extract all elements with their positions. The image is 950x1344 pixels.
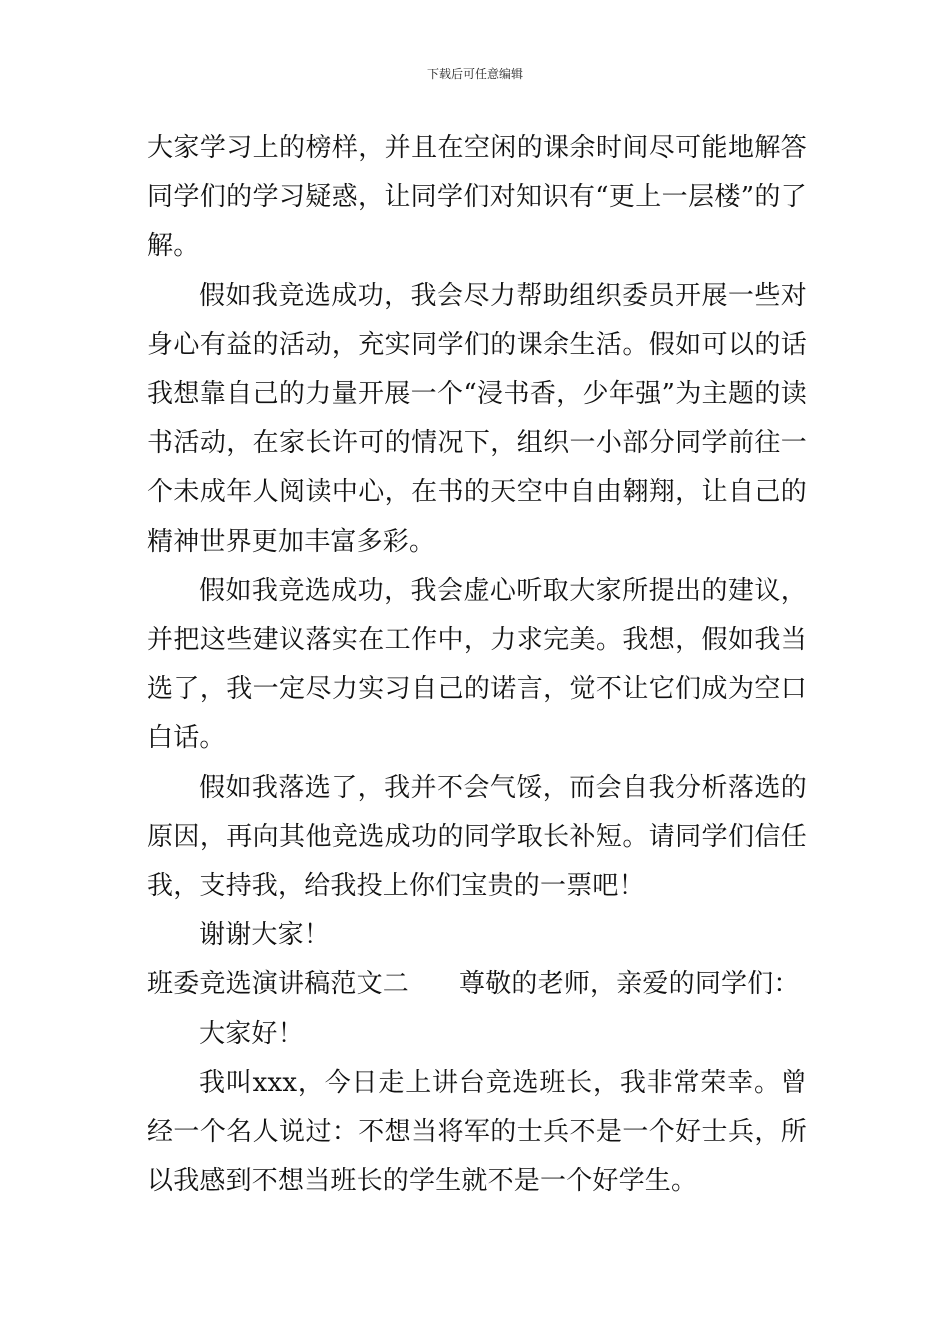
paragraph-6: 大家好！: [199, 1018, 304, 1049]
paragraph-1: 大家学习上的榜样，并且在空闲的课余时间尽可能地解答同学们的学习疑惑，让同学们对知识有“更上一层楼”的了解。: [147, 133, 807, 262]
paragraph-4: 假如我落选了，我并不会气馁，而会自我分析落选的原因，再向其他竞选成功的同学取长补短。请同学们信任我，支持我，给我投上你们宝贵的一票吧！: [147, 772, 807, 902]
section-title: 班委竞选演讲稿范文二: [147, 969, 410, 1000]
document-body: [147, 124, 807, 1206]
heading-gap: [409, 960, 459, 1009]
salutation: 尊敬的老师，亲爱的同学们：: [459, 969, 800, 1000]
page-header: 下载后可任意编辑: [426, 67, 523, 81]
paragraph-2: 假如我竞选成功，我会尽力帮助组织委员开展一些对身心有益的活动，充实同学们的课余生活。假如可以的话我想靠自己的力量开展一个“浸书香，少年强”为主题的读书活动，在家长许可的情况下，组织一小部分同学前往一个未成年人阅读中心，在书的天空中自由翱翔，让自己的精神世界更加丰富多彩。: [147, 280, 807, 557]
section-heading: [147, 960, 807, 1009]
paragraph-3: 假如我竞选成功，我会虚心听取大家所提出的建议，并把这些建议落实在工作中，力求完美。我想，假如我当选了，我一定尽力实习自己的诺言，觉不让它们成为空口白话。: [147, 575, 807, 754]
paragraph-7: 我叫xxx，今日走上讲台竞选班长，我非常荣幸。曾经一个名人说过：不想当将军的士兵不是一个好士兵，所以我感到不想当班长的学生就不是一个好学生。: [147, 1067, 807, 1197]
paragraph-5: 谢谢大家！: [199, 920, 331, 951]
